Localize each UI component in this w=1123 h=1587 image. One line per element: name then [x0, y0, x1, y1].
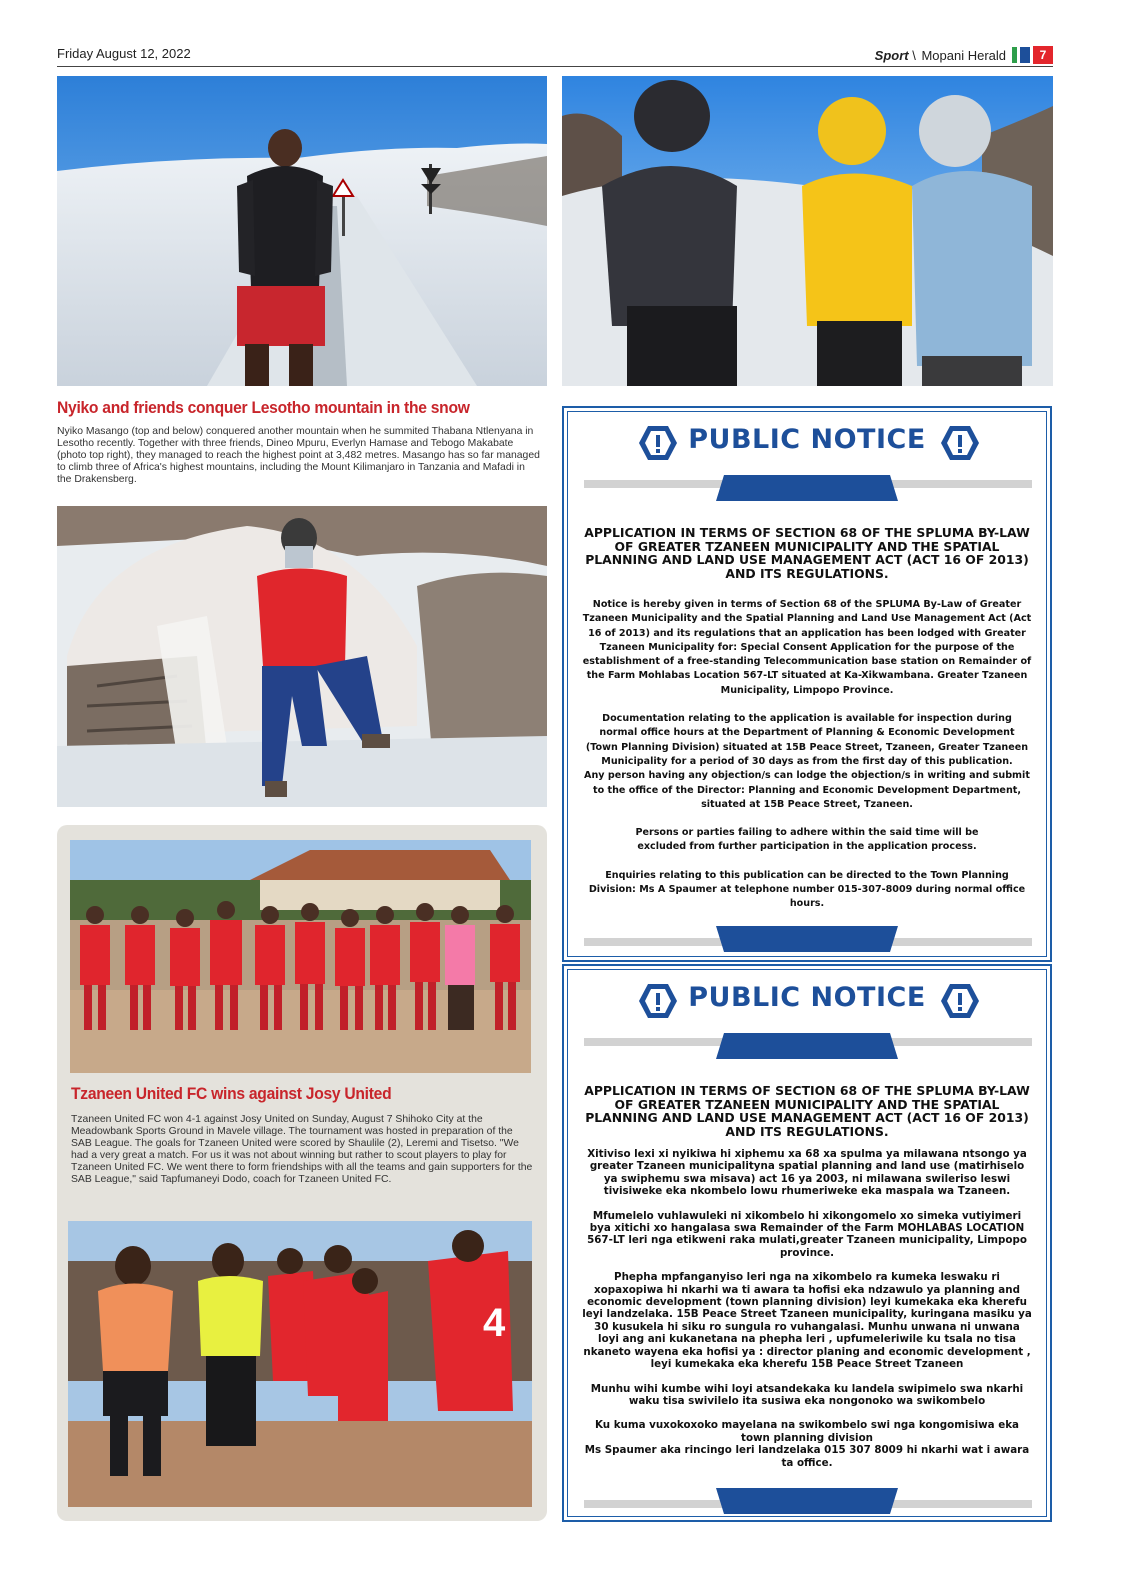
photo-three-hikers [562, 76, 1053, 386]
exclamation-hexagon-icon [940, 983, 980, 1019]
notice-paragraph: Notice is hereby given in terms of Section 68 of the SPLUMA By-Law of Greater Tzaneen Municipality and the Spatial Planning and Land Use Management Act (Act 16 of 2013) and its regulations that an application has been lodged with Greater Tzaneen Municipality for: Special Consent Application for the purpose of the establishment of a free-standing Telecommunication base station on Remainder of the Farm Mohlabas Location 567-LT situated at Ka-Xikwambana. Greater Tzaneen Municipality, Limpopo Province. [582, 599, 1032, 696]
header-separator: \ [908, 47, 920, 63]
notice-divider-tab [716, 475, 898, 501]
issue-date: Friday August 12, 2022 [57, 46, 191, 61]
article-body: Nyiko Masango (top and below) conquered another mountain when he summited Thabana Ntlenyana in Lesotho recently. Together with three friends, Dineo Mpuru, Everlyn Hamase and Tebogo Makabate (photo top right), they managed to reach the highest point at 3,482 metres. Masango has so far managed to climb three of Africa's highest mountains, including the Mount Kilimanjaro in Tanzania and Mafadi in the Drakensberg. [57, 426, 540, 485]
notice-enquiries: Enquiries relating to this publication can be directed to the Town Planning Division: Ms A Spaumer at telephone number 015-307-8009 during normal office hours. [588, 869, 1026, 910]
notice-heading: APPLICATION IN TERMS OF SECTION 68 OF THE SPLUMA BY-LAW OF GREATER TZANEEN MUNICIPALITY AND THE SPATIAL PLANNING AND LAND USE MANAGEMENT ACT (ACT 16 OF 2013) AND ITS REGULATIONS. [584, 525, 1030, 581]
notice-paragraph: Munhu wihi kumbe wihi loyi atsandekaka ku landela swipimelo swa nkarhi waku tisa swivilelo ita susiwa eka nongonoko wa swikombelo [590, 1382, 1024, 1407]
notice-divider-tab [716, 1488, 898, 1514]
notice-paragraph: Mfumelelo vuhlawuleki ni xikombelo hi xikongomelo xo simeka vutiyimeri bya xitichi xo hangalasa swa Remainder of the Farm MOHLABAS LOCATION 567-LT leri nga etikweni raka mulati,greater Tzaneen municipality, Limpopo province. [587, 1209, 1027, 1259]
notice-title: PUBLIC NOTICE [688, 424, 926, 455]
article-body: Tzaneen United FC won 4-1 against Josy United on Sunday, August 7 Shihoko City at the Meadowbank Sports Ground in Mavele village. The tournament was hosted in preparation of the SAB League. The goals for Tzaneen United were scored by Shaulile (2), Leremi and Tisetso. "We had a very great a match. For us it was not about winning but rather to scout players to play for Tzaneen United FC. We went there to form friendships with all the teams and gain supporters for the SAB League," said Tapfumaneyi Dodo, coach for Tzaneen United FC. [71, 1114, 533, 1185]
notice-paragraph: Persons or parties failing to adhere within the said time will be excluded from further participation in the application process. [635, 827, 979, 853]
page-number: 7 [1033, 46, 1053, 64]
notice-paragraph: Ku kuma vuxokoxoko mayelana na swikombelo swi nga kongomisiwa eka town planning division [594, 1419, 1019, 1444]
svg-text:4: 4 [483, 1301, 506, 1345]
notice-paragraph: Phepha mpfanganyiso leri nga na xikombelo ra kumeka leswaku ri xopaxopiwa hi nkarhi wa ti awara ta hofisi eka ndzawulo ya planning and economic development (town planning division) leyi kumekaka eka kherefu leyi landzelaka. 15B Peace Street Tzaneen municipality, kuringana masiku ya 30 kusukela hi siku ro sungula ro vuhangalasi. Munhu unwana ni unwana loyi ang ani kukanetana na phepha leri , upfumeleriwile ku tsala no tisa nkaneto wayena eka hofisi ya : director planing and economic development , leyi kumekaka eka kherefu 15B Peace Street Tzaneen [582, 1271, 1032, 1371]
photo-hiker-stone-hut [57, 506, 547, 807]
notice-paragraph: Documentation relating to the application is available for inspection during normal office hours at the Department of Planning & Economic Development (Town Planning Division) situated at 15B Peace Street, Tzaneen, Greater Tzaneen Municipality for a period of 30 days as from the first day of this publication. [585, 713, 1029, 767]
article-headline: Nyiko and friends conquer Lesotho mountain in the snow [57, 398, 470, 417]
photo-team-lineup [70, 840, 531, 1073]
photo-trophy-celebration [68, 1221, 532, 1507]
section-name: Sport [874, 47, 909, 63]
photo-hiker-snow-road [57, 76, 547, 386]
brand-green-bar [1012, 47, 1017, 63]
notice-paragraph: Xitiviso lexi xi nyikiwa hi xiphemu xa 68 xa spulma ya milawana ntsongo ya greater Tzaneen municipalityna spatial planning and land use (matirhiselo ya swiphemu swa misava) act 16 ya 2003, ni milawana swileriso leswi tivisiweke eka nkombelo lowu rhumeriweke eka maspala wa Tzaneen. [587, 1148, 1027, 1198]
notice-divider-tab [716, 926, 898, 952]
notice-title: PUBLIC NOTICE [688, 982, 926, 1013]
running-header [875, 46, 1053, 64]
notice-body [582, 598, 1032, 912]
brand-blue-bar [1020, 47, 1030, 63]
public-notice-xitsonga [562, 964, 1052, 1522]
publication-name: Mopani Herald [921, 47, 1006, 63]
public-notice-english [562, 406, 1052, 962]
notice-heading: APPLICATION IN TERMS OF SECTION 68 OF THE SPLUMA BY-LAW OF GREATER TZANEEN MUNICIPALITY AND THE SPATIAL PLANNING AND LAND USE MANAGEMENT ACT (ACT 16 OF 2013) AND ITS REGULATIONS. [584, 1083, 1030, 1139]
exclamation-hexagon-icon [940, 425, 980, 461]
notice-body [582, 1148, 1032, 1469]
notice-divider-tab [716, 1033, 898, 1059]
notice-paragraph: Any person having any objection/s can lodge the objection/s in writing and submit to the office of the Director: Planning and Economic Development Department, situated at 15B Peace Street, Tzaneen. [584, 770, 1030, 810]
article-headline: Tzaneen United FC wins against Josy United [71, 1084, 392, 1103]
notice-contact: Ms Spaumer aka rincingo leri landzelaka 015 307 8009 hi nkarhi wat i awara ta office. [584, 1444, 1030, 1469]
header-rule [57, 66, 1053, 67]
